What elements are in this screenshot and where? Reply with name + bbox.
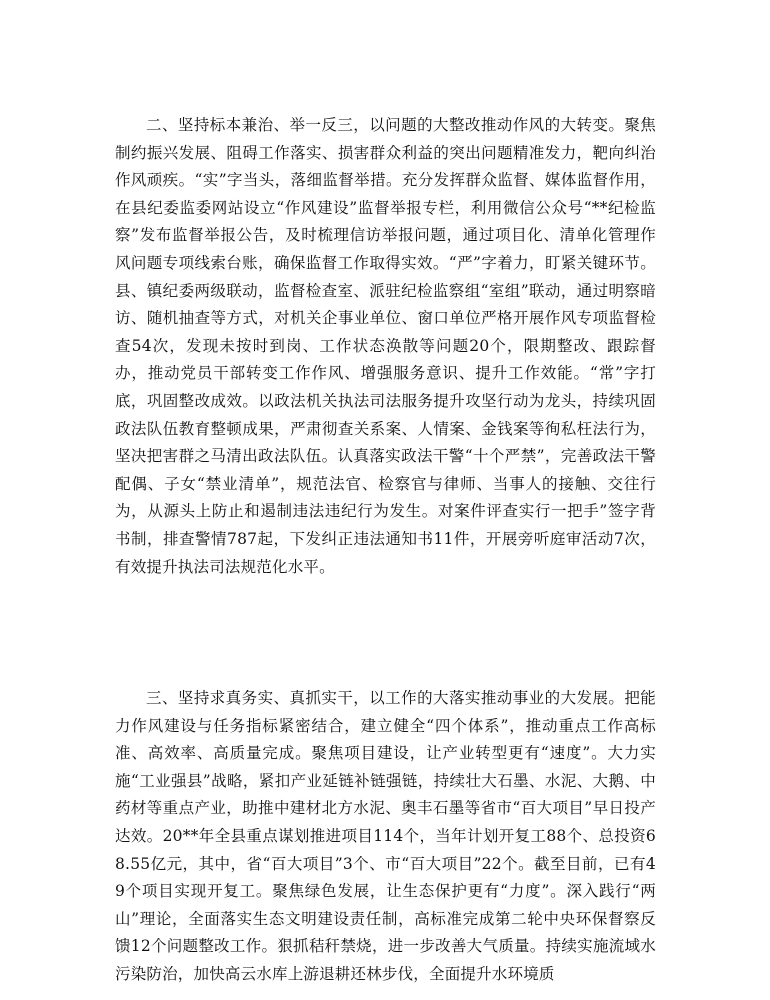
- paragraph-section-two: 二、坚持标本兼治、举一反三，以问题的大整改推动作风的大转变。聚焦制约振兴发展、阻碍工作落实、损害群众利益的突出问题精准发力，靶向纠治作风顽疾。“实”字当头，落细监督举措。充分发挥群众监督、媒体监督作用，在县纪委监委网站设立“作风建设”监督举报专栏，利用微信公众号“**纪检监察”发布监督举报公告，及时梳理信访举报问题，通过项目化、清单化管理作风问题专项线索台账，确保监督工作取得实效。“严”字着力，盯紧关键环节。县、镇纪委两级联动，监督检查室、派驻纪检监察组“室组”联动，通过明察暗访、随机抽查等方式，对机关企事业单位、窗口单位严格开展作风专项监督检查54次，发现未按时到岗、工作状态涣散等问题20个，限期整改、跟踪督办，推动党员干部转变工作作风、增强服务意识、提升工作效能。“常”字打底，巩固整改成效。以政法机关执法司法服务提升攻坚行动为龙头，持续巩固政法队伍教育整顿成果，严肃彻查关系案、人情案、金钱案等徇私枉法行为，坚决把害群之马清出政法队伍。认真落实政法干警“十个严禁”，完善政法干警配偶、子女“禁业清单”，规范法官、检察官与律师、当事人的接触、交往行为，从源头上防止和遏制违法违纪行为发生。对案件评查实行一把手”签字背书制，排查警情787起，下发纠正违法通知书11件，开展旁听庭审活动7次，有效提升执法司法规范化水平。: [115, 116, 656, 576]
- paragraph-section-three: 三、坚持求真务实、真抓实干，以工作的大落实推动事业的大发展。把能力作风建设与任务指标紧密结合，建立健全“四个体系”，推动重点工作高标准、高效率、高质量完成。聚焦项目建设，让产业转型更有“速度”。大力实施“工业强县”战略，紧扣产业延链补链强链，持续壮大石墨、水泥、大鹅、中药材等重点产业，助推中建材北方水泥、奥丰石墨等省市“百大项目”早日投产达效。20**年全县重点谋划推进项目114个，当年计划开复工88个、总投资68.55亿元，其中，省“百大项目”3个、市“百大项目”22个。截至目前，已有49个项目实现开复工。聚焦绿色发展，让生态保护更有“力度”。深入践行“两山”理论，全面落实生态文明建设责任制，高标准完成第二轮中央环保督察反馈12个问题整改工作。狠抓秸秆禁烧，进一步改善大气质量。持续实施流域水污染防治，加快高云水库上游退耕还林步伐，全面提升水环境质: [115, 689, 656, 983]
